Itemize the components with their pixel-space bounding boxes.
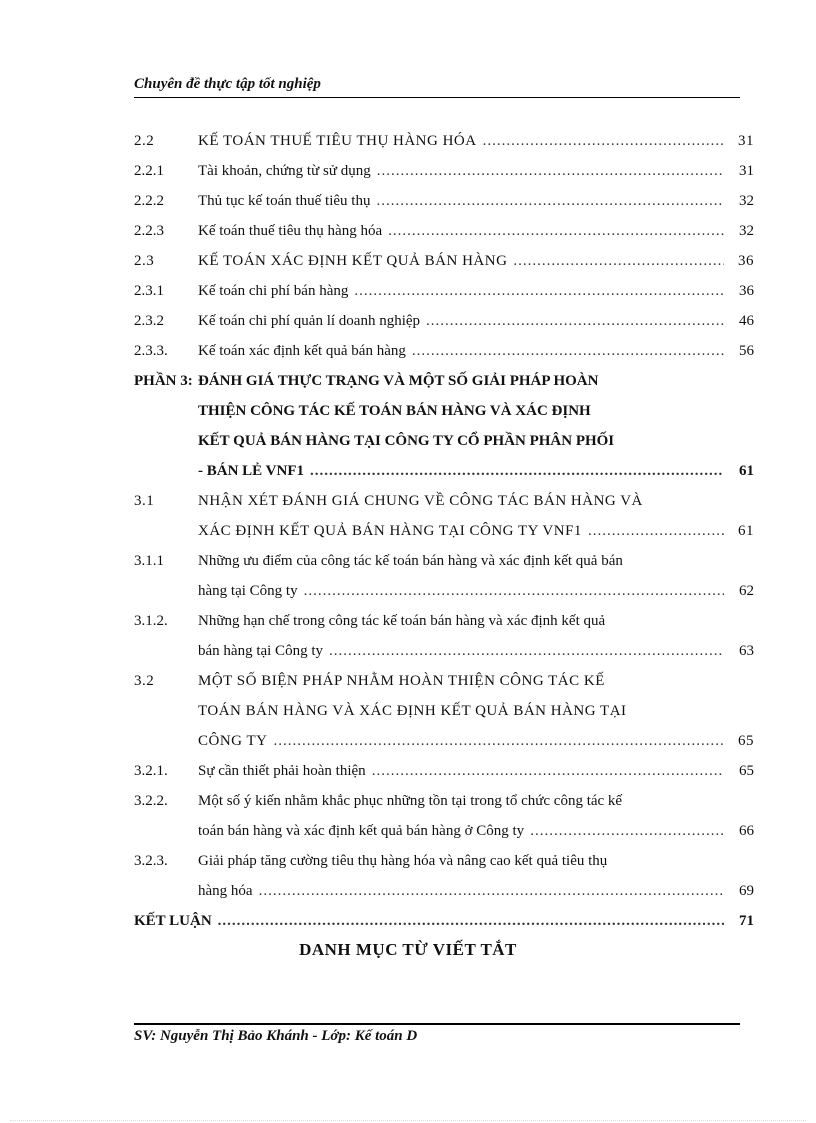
- toc-entry[interactable]: [134, 486, 754, 516]
- toc-title: Thủ tục kế toán thuế tiêu thụ: [198, 193, 371, 209]
- toc-title-line: THIỆN CÔNG TÁC KẾ TOÁN BÁN HÀNG VÀ XÁC ĐỊNH: [198, 403, 591, 419]
- toc-title-line: toán bán hàng và xác định kết quả bán hàng ở Công ty: [198, 823, 525, 839]
- toc-entry[interactable]: [134, 546, 754, 576]
- toc-entry[interactable]: [134, 306, 754, 336]
- toc-title-line: CÔNG TY: [198, 733, 268, 749]
- toc-page: 61: [739, 463, 754, 479]
- toc-title-line: Một số ý kiến nhằm khắc phục những tồn tại trong tổ chức công tác kế: [198, 793, 623, 809]
- toc-title-line: TOÁN BÁN HÀNG VÀ XÁC ĐỊNH KẾT QUẢ BÁN HÀNG TẠI: [198, 703, 627, 719]
- toc-title-line: NHẬN XÉT ĐÁNH GIÁ CHUNG VỀ CÔNG TÁC BÁN HÀNG VÀ: [198, 493, 643, 509]
- toc-entry[interactable]: [134, 846, 754, 876]
- toc-title-line: - BÁN LẺ VNF1: [198, 463, 304, 479]
- toc-title-line: XÁC ĐỊNH KẾT QUẢ BÁN HÀNG TẠI CÔNG TY VNF1: [198, 523, 582, 539]
- toc-number: 3.1: [134, 493, 155, 509]
- toc-entry[interactable]: [134, 786, 754, 816]
- footer-rule: [134, 1023, 740, 1025]
- page-footer: SV: Nguyễn Thị Bảo Khánh - Lớp: Kế toán D: [134, 1028, 418, 1044]
- page-edge-divider: [10, 1120, 806, 1121]
- toc-title: KẾ TOÁN THUẾ TIÊU THỤ HÀNG HÓA: [198, 133, 477, 149]
- toc-number: 2.2.3: [134, 223, 164, 239]
- toc-page: 63: [739, 643, 754, 659]
- toc-number: 3.2.3.: [134, 853, 168, 869]
- toc-entry[interactable]: [134, 756, 754, 786]
- toc-page: 65: [739, 763, 754, 779]
- toc-entry[interactable]: [134, 216, 754, 246]
- table-of-contents: [134, 126, 754, 936]
- toc-title-line: MỘT SỐ BIỆN PHÁP NHẰM HOÀN THIỆN CÔNG TÁC KẾ: [198, 673, 605, 689]
- toc-entry[interactable]: [134, 246, 754, 276]
- section-title: DANH MỤC TỪ VIẾT TẮT: [299, 940, 517, 959]
- toc-entry-conclusion[interactable]: [134, 906, 754, 936]
- toc-number: 2.2.1: [134, 163, 164, 179]
- toc-number: 2.3.1: [134, 283, 164, 299]
- toc-entry-part-3[interactable]: [134, 366, 754, 396]
- toc-title-line: Những ưu điểm của công tác kế toán bán hàng và xác định kết quả bán: [198, 553, 623, 569]
- toc-entry[interactable]: [134, 186, 754, 216]
- toc-title: Kế toán chi phí bán hàng: [198, 283, 349, 299]
- toc-title: Kế toán thuế tiêu thụ hàng hóa: [198, 223, 383, 239]
- toc-title-line: Những hạn chế trong công tác kế toán bán hàng và xác định kết quả: [198, 613, 606, 629]
- toc-page: 31: [738, 133, 754, 149]
- toc-title-line: hàng tại Công ty: [198, 583, 298, 599]
- toc-page: 71: [739, 913, 754, 929]
- toc-page: 69: [739, 883, 754, 899]
- toc-entry[interactable]: [134, 156, 754, 186]
- toc-title: KẾ TOÁN XÁC ĐỊNH KẾT QUẢ BÁN HÀNG: [198, 253, 508, 269]
- toc-title-line: bán hàng tại Công ty: [198, 643, 323, 659]
- toc-page: 36: [738, 253, 754, 269]
- toc-number: 3.2.1.: [134, 763, 168, 779]
- toc-page: 66: [739, 823, 754, 839]
- page-header: Chuyên đề thực tập tốt nghiệp: [134, 76, 321, 92]
- toc-entry[interactable]: [134, 126, 754, 156]
- toc-number: 3.1.2.: [134, 613, 168, 629]
- toc-title-line: ĐÁNH GIÁ THỰC TRẠNG VÀ MỘT SỐ GIẢI PHÁP HOÀN: [198, 373, 599, 389]
- toc-page: 65: [738, 733, 754, 749]
- toc-number: 2.2.2: [134, 193, 164, 209]
- toc-entry[interactable]: [134, 336, 754, 366]
- toc-number: 2.2: [134, 133, 155, 149]
- toc-title: Kế toán xác định kết quả bán hàng: [198, 343, 406, 359]
- toc-number: 3.2: [134, 673, 155, 689]
- toc-page: 56: [739, 343, 754, 359]
- toc-page: 46: [739, 313, 754, 329]
- toc-entry[interactable]: [134, 666, 754, 696]
- toc-title: Sự cần thiết phải hoàn thiện: [198, 763, 366, 779]
- toc-page: 36: [739, 283, 754, 299]
- toc-number: 3.2.2.: [134, 793, 168, 809]
- toc-title: Kế toán chi phí quản lí doanh nghiệp: [198, 313, 421, 329]
- toc-page: 62: [739, 583, 754, 599]
- toc-number: 2.3.3.: [134, 343, 168, 359]
- toc-title: KẾT LUẬN: [134, 913, 212, 929]
- toc-number: 2.3: [134, 253, 155, 269]
- toc-page: 32: [739, 223, 754, 239]
- toc-page: 31: [739, 163, 754, 179]
- toc-page: 32: [739, 193, 754, 209]
- toc-number: 3.1.1: [134, 553, 164, 569]
- toc-entry[interactable]: [134, 606, 754, 636]
- toc-number: 2.3.2: [134, 313, 164, 329]
- toc-title: Tài khoản, chứng từ sử dụng: [198, 163, 371, 179]
- toc-title-line: hàng hóa: [198, 883, 253, 899]
- toc-number: PHẦN 3:: [134, 373, 193, 389]
- header-rule: [134, 97, 740, 98]
- toc-page: 61: [738, 523, 754, 539]
- toc-title-line: KẾT QUẢ BÁN HÀNG TẠI CÔNG TY CỔ PHẦN PHÂN PHỐI: [198, 433, 615, 449]
- toc-title-line: Giải pháp tăng cường tiêu thụ hàng hóa và nâng cao kết quả tiêu thụ: [198, 853, 608, 869]
- toc-entry[interactable]: [134, 276, 754, 306]
